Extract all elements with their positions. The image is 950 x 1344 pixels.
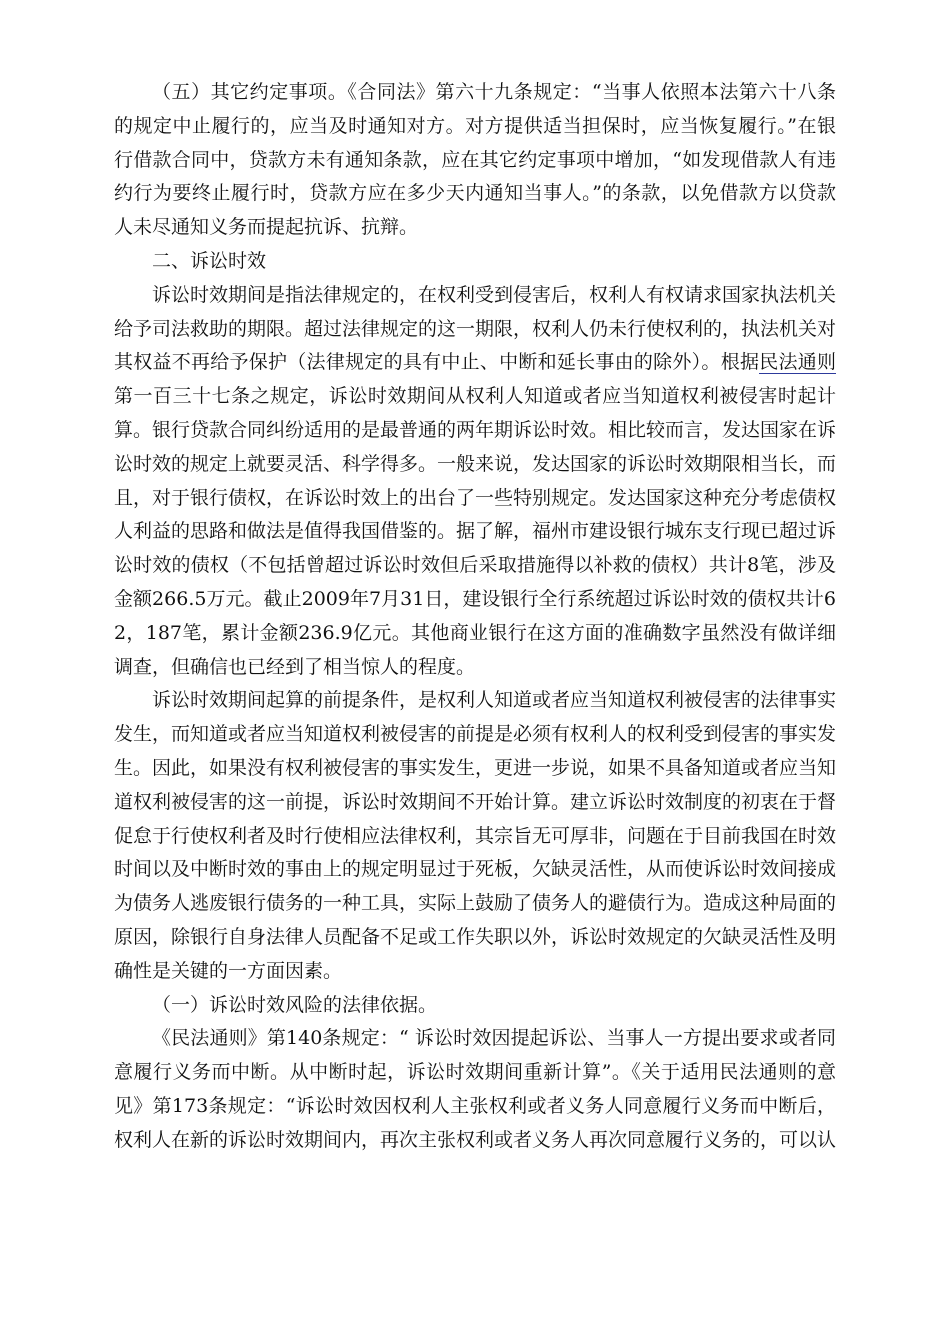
subsection-heading-legal-basis: （一）诉讼时效风险的法律依据。 [152,993,438,1016]
paragraph-other-agreed-matters: （五）其它约定事项。《合同法》第六十九条规定：“当事人依照本法第六十八条的规定中止履行的，应当及时通知对方。对方提供适当担保时，应当恢复履行。”在银行借款合同中，贷款方未有通知条款，应在其它约定事项中增加，“如发现借款人有违约行为要终止履行时，贷款方应在多少天内通知当事人。”的条款，以免借款方以贷款人未尽通知义务而提起抗诉、抗辩。 [114,81,836,239]
section-heading-limitation: 二、诉讼时效 [152,249,267,272]
document-page [114,76,836,1158]
paragraph-text-before-link: 诉讼时效期间是指法律规定的，在权利受到侵害后，权利人有权请求国家执法机关给予司法救助的期限。超过法律规定的这一期限，权利人仍未行使权利的，执法机关对其权益不再给予保护（法律规定的具有中止、中断和延长事由的除外）。根据 [114,283,837,374]
paragraph-text-after-link: 第一百三十七条之规定，诉讼时效期间从权利人知道或者应当知道权利被侵害时起计算。银行贷款合同纠纷适用的是最普通的两年期诉讼时效。相比较而言，发达国家在诉讼时效的规定上就要灵活、科学得多。一般来说，发达国家的诉讼时效期限相当长，而且，对于银行债权，在诉讼时效上的出台了一些特别规定。发达国家这种充分考虑债权人利益的思路和做法是值得我国借鉴的。据了解，福州市建设银行城东支行现已超过诉讼时效的债权（不包括曾超过诉讼时效但后采取措施得以补救的债权）共计8笔，涉及金额266.5万元。截止2009年7月31日，建设银行全行系统超过诉讼时效的债权共计62，187笔，累计金额236.9亿元。其他商业银行在这方面的准确数字虽然没有做详细调查，但确信也已经到了相当惊人的程度。 [114,385,837,678]
civil-law-link[interactable]: 民法通则 [759,351,836,374]
paragraph-limitation-definition [114,279,836,685]
paragraph-limitation-conditions: 诉讼时效期间起算的前提条件，是权利人知道或者应当知道权利被侵害的法律事实发生，而知道或者应当知道权利被侵害的前提是必须有权利人的权利受到侵害的事实发生。因此，如果没有权利被侵害的事实发生，更进一步说，如果不具备知道或者应当知道权利被侵害的这一前提，诉讼时效期间不开始计算。建立诉讼时效制度的初衷在于督促怠于行使权利者及时行使相应法律权利，其宗旨无可厚非，问题在于目前我国在时效时间以及中断时效的事由上的规定明显过于死板，欠缺灵活性，从而使诉讼时效间接成为债务人逃废银行债务的一种工具，实际上鼓励了债务人的避债行为。造成这种局面的原因，除银行自身法律人员配备不足或工作失职以外，诉讼时效规定的欠缺灵活性及明确性是关键的一方面因素。 [114,689,837,982]
paragraph-legal-basis: 《民法通则》第140条规定：“ 诉讼时效因提起诉讼、当事人一方提出要求或者同意履行义务而中断。从中断时起，诉讼时效期间重新计算”。《关于适用民法通则的意见》第173条规定：“诉讼时效因权利人主张权利或者义务人同意履行义务而中断后，权利人在新的诉讼时效期间内，再次主张权利或者义务人再次同意履行义务的，可以认 [114,1027,837,1151]
